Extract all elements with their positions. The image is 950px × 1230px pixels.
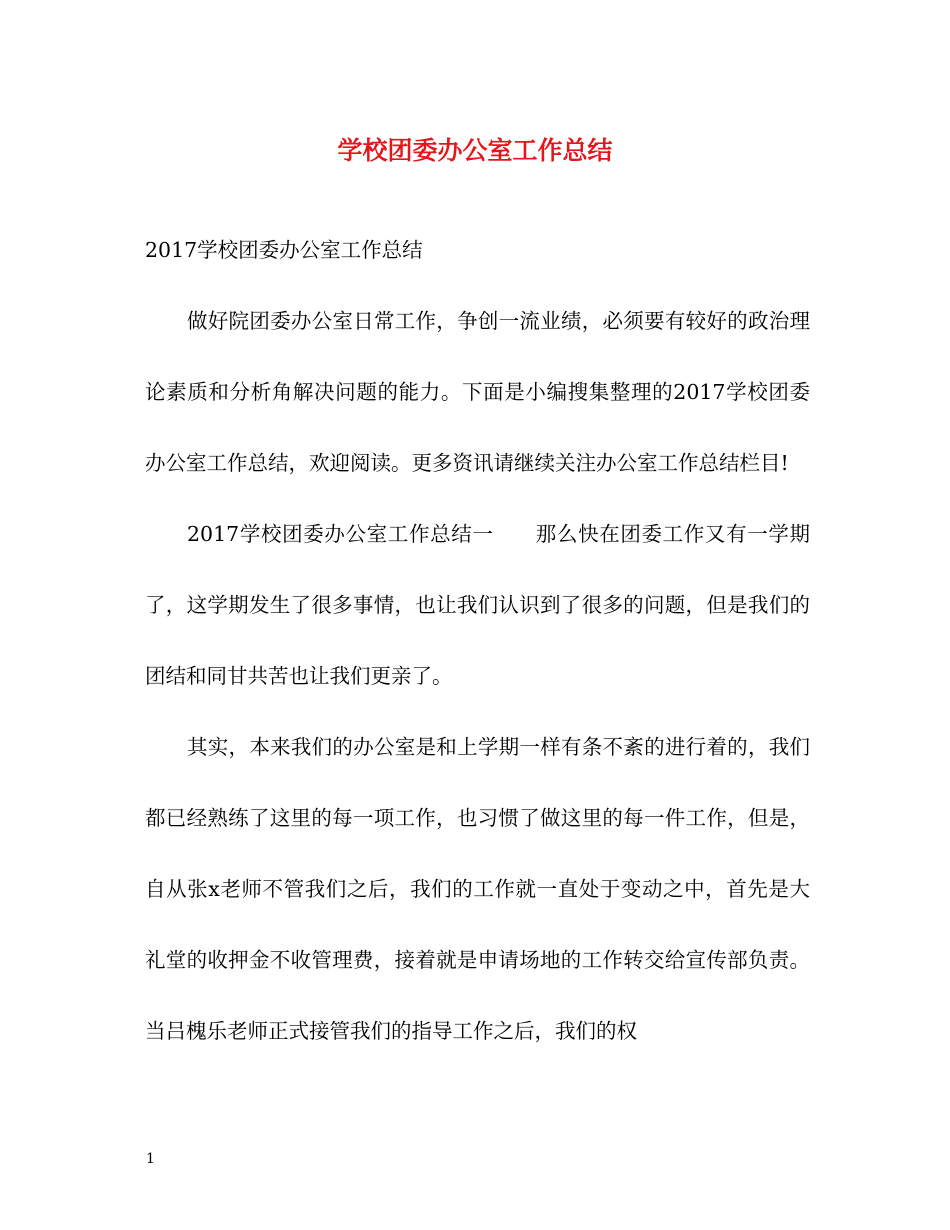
document-subtitle: 2017学校团委办公室工作总结	[145, 238, 423, 262]
paragraph-section-one: 2017学校团委办公室工作总结一 那么快在团委工作又有一学期了，这学期发生了很多事情，也让我们认识到了很多的问题，但是我们的团结和同甘共苦也让我们更亲了。	[145, 522, 810, 688]
paragraph-office-work: 其实，本来我们的办公室是和上学期一样有条不紊的进行着的，我们都已经熟练了这里的每一项工作，也习惯了做这里的每一件工作，但是，自从张x老师不管我们之后，我们的工作就一直处于变动之中，首先是大礼堂的收押金不收管理费，接着就是申请场地的工作转交给宣传部负责。当吕槐乐老师正式接管我们的指导工作之后，我们的权	[145, 735, 810, 1043]
paragraph-intro: 做好院团委办公室日常工作，争创一流业绩，必须要有较好的政治理论素质和分析角解决问题的能力。下面是小编搜集整理的2017学校团委办公室工作总结，欢迎阅读。更多资讯请继续关注办公室工作总结栏目!	[145, 309, 810, 475]
page-number: 1	[146, 1151, 155, 1167]
document-title: 学校团委办公室工作总结	[337, 136, 613, 165]
document-body	[145, 215, 810, 1067]
